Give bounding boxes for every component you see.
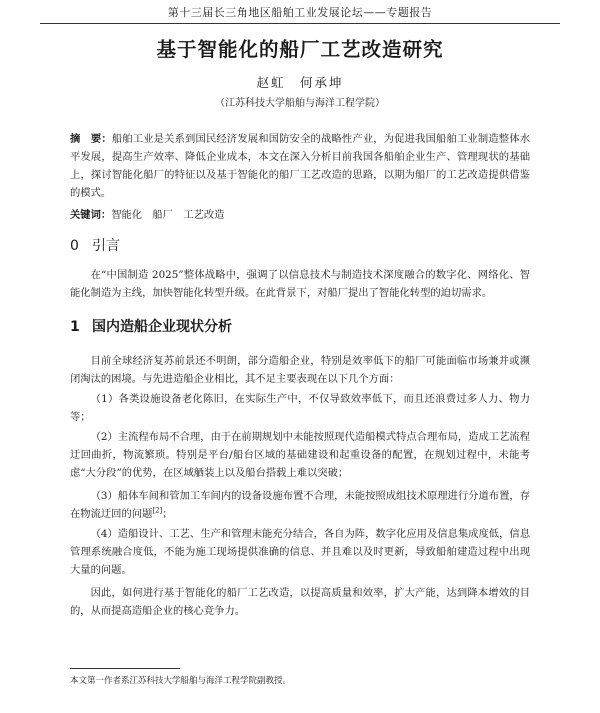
affiliation: （江苏科技大学船舶与海洋工程学院） [215, 98, 385, 109]
running-header: 第十三届长三角地区船舶工业发展论坛——专题报告 [40, 4, 560, 24]
list-item: （4）造船设计、工艺、生产和管理未能充分结合，各自为阵，数字化应用及信息集成度低，信息管理系统融合度低，不能为施工现场提供准确的信息、并且难以及时更新，导致船舶建造过程中出现大量的问题。 [70, 528, 530, 576]
list-item-text: （3）船体车间和管加工车间内的设备设施布置不合理，未能按照成组技术原理进行分道布置，存在物流迂回的问题 [70, 490, 530, 520]
footnote-divider [70, 668, 180, 669]
list-item: （1）各类设施设备老化陈旧，在实际生产中，不仅导致效率低下，而且还浪费过多人力、物力等； [70, 393, 530, 423]
section-number: 1 [70, 319, 80, 335]
paper-title: 基于智能化的船厂工艺改造研究 [156, 38, 444, 61]
section-title: 国内造船企业现状分析 [92, 319, 232, 335]
footnote: 本文第一作者系江苏科技大学船舶与海洋工程学院副教授。 [70, 676, 292, 686]
status-intro-paragraph: 目前全球经济复苏前景还不明朗，部分造船企业，特别是效率低下的船厂可能面临市场兼并或濒闭淘汰的困境。与先进造船企业相比，其不足主要表现在以下几个方面： [70, 355, 530, 385]
abstract-text: 船舶工业是关系到国民经济发展和国防安全的战略性产业，为促进我国船舶工业制造整体水平发展，提高生产效率、降低企业成本，本文在深入分析目前我国各船舶企业生产、管理现状的基础上，探讨智能化船厂的特征以及基于智能化的船厂工艺改造的思路，以期为船厂的工艺改造提供借鉴的模式。 [70, 133, 531, 199]
section-number: 0 [70, 238, 79, 254]
authors: 赵虹 何承坤 [256, 75, 344, 90]
section-heading-introduction [70, 235, 120, 255]
keywords-text: 智能化 船厂 工艺改造 [111, 209, 225, 221]
introduction-paragraph: 在“中国制造 2025”整体战略中，强调了以信息技术与制造技术深度融合的数字化、网络化、智能化制造为主线，加快智能化转型升级。在此背景下，对船厂提出了智能化转型的迫切需求。 [70, 269, 530, 299]
citation-ref: [2] [152, 506, 163, 515]
list-item-end: ； [162, 508, 173, 520]
list-item: （2）主流程布局不合理，由于在前期规划中未能按照现代造船模式特点合理布局，造成工艺流程迂回曲折，物流繁琐。特别是平台/船台区域的基础建设和起重设备的配置，在规划过程中，未能考虑“大分段”的优势，在区域舾装上以及船台搭载上难以突破； [70, 431, 530, 479]
keywords-label: 关键词： [70, 209, 112, 221]
list-item [70, 487, 530, 523]
section-heading-status [70, 316, 232, 336]
abstract-label: 摘 要： [70, 133, 112, 145]
section-title: 引言 [92, 238, 120, 254]
keywords [70, 206, 530, 224]
closing-paragraph: 因此，如何进行基于智能化的船厂工艺改造，以提高质量和效率，扩大产能，达到降本增效的目的，从而提高造船企业的核心竞争力。 [70, 587, 530, 617]
abstract [70, 130, 530, 202]
